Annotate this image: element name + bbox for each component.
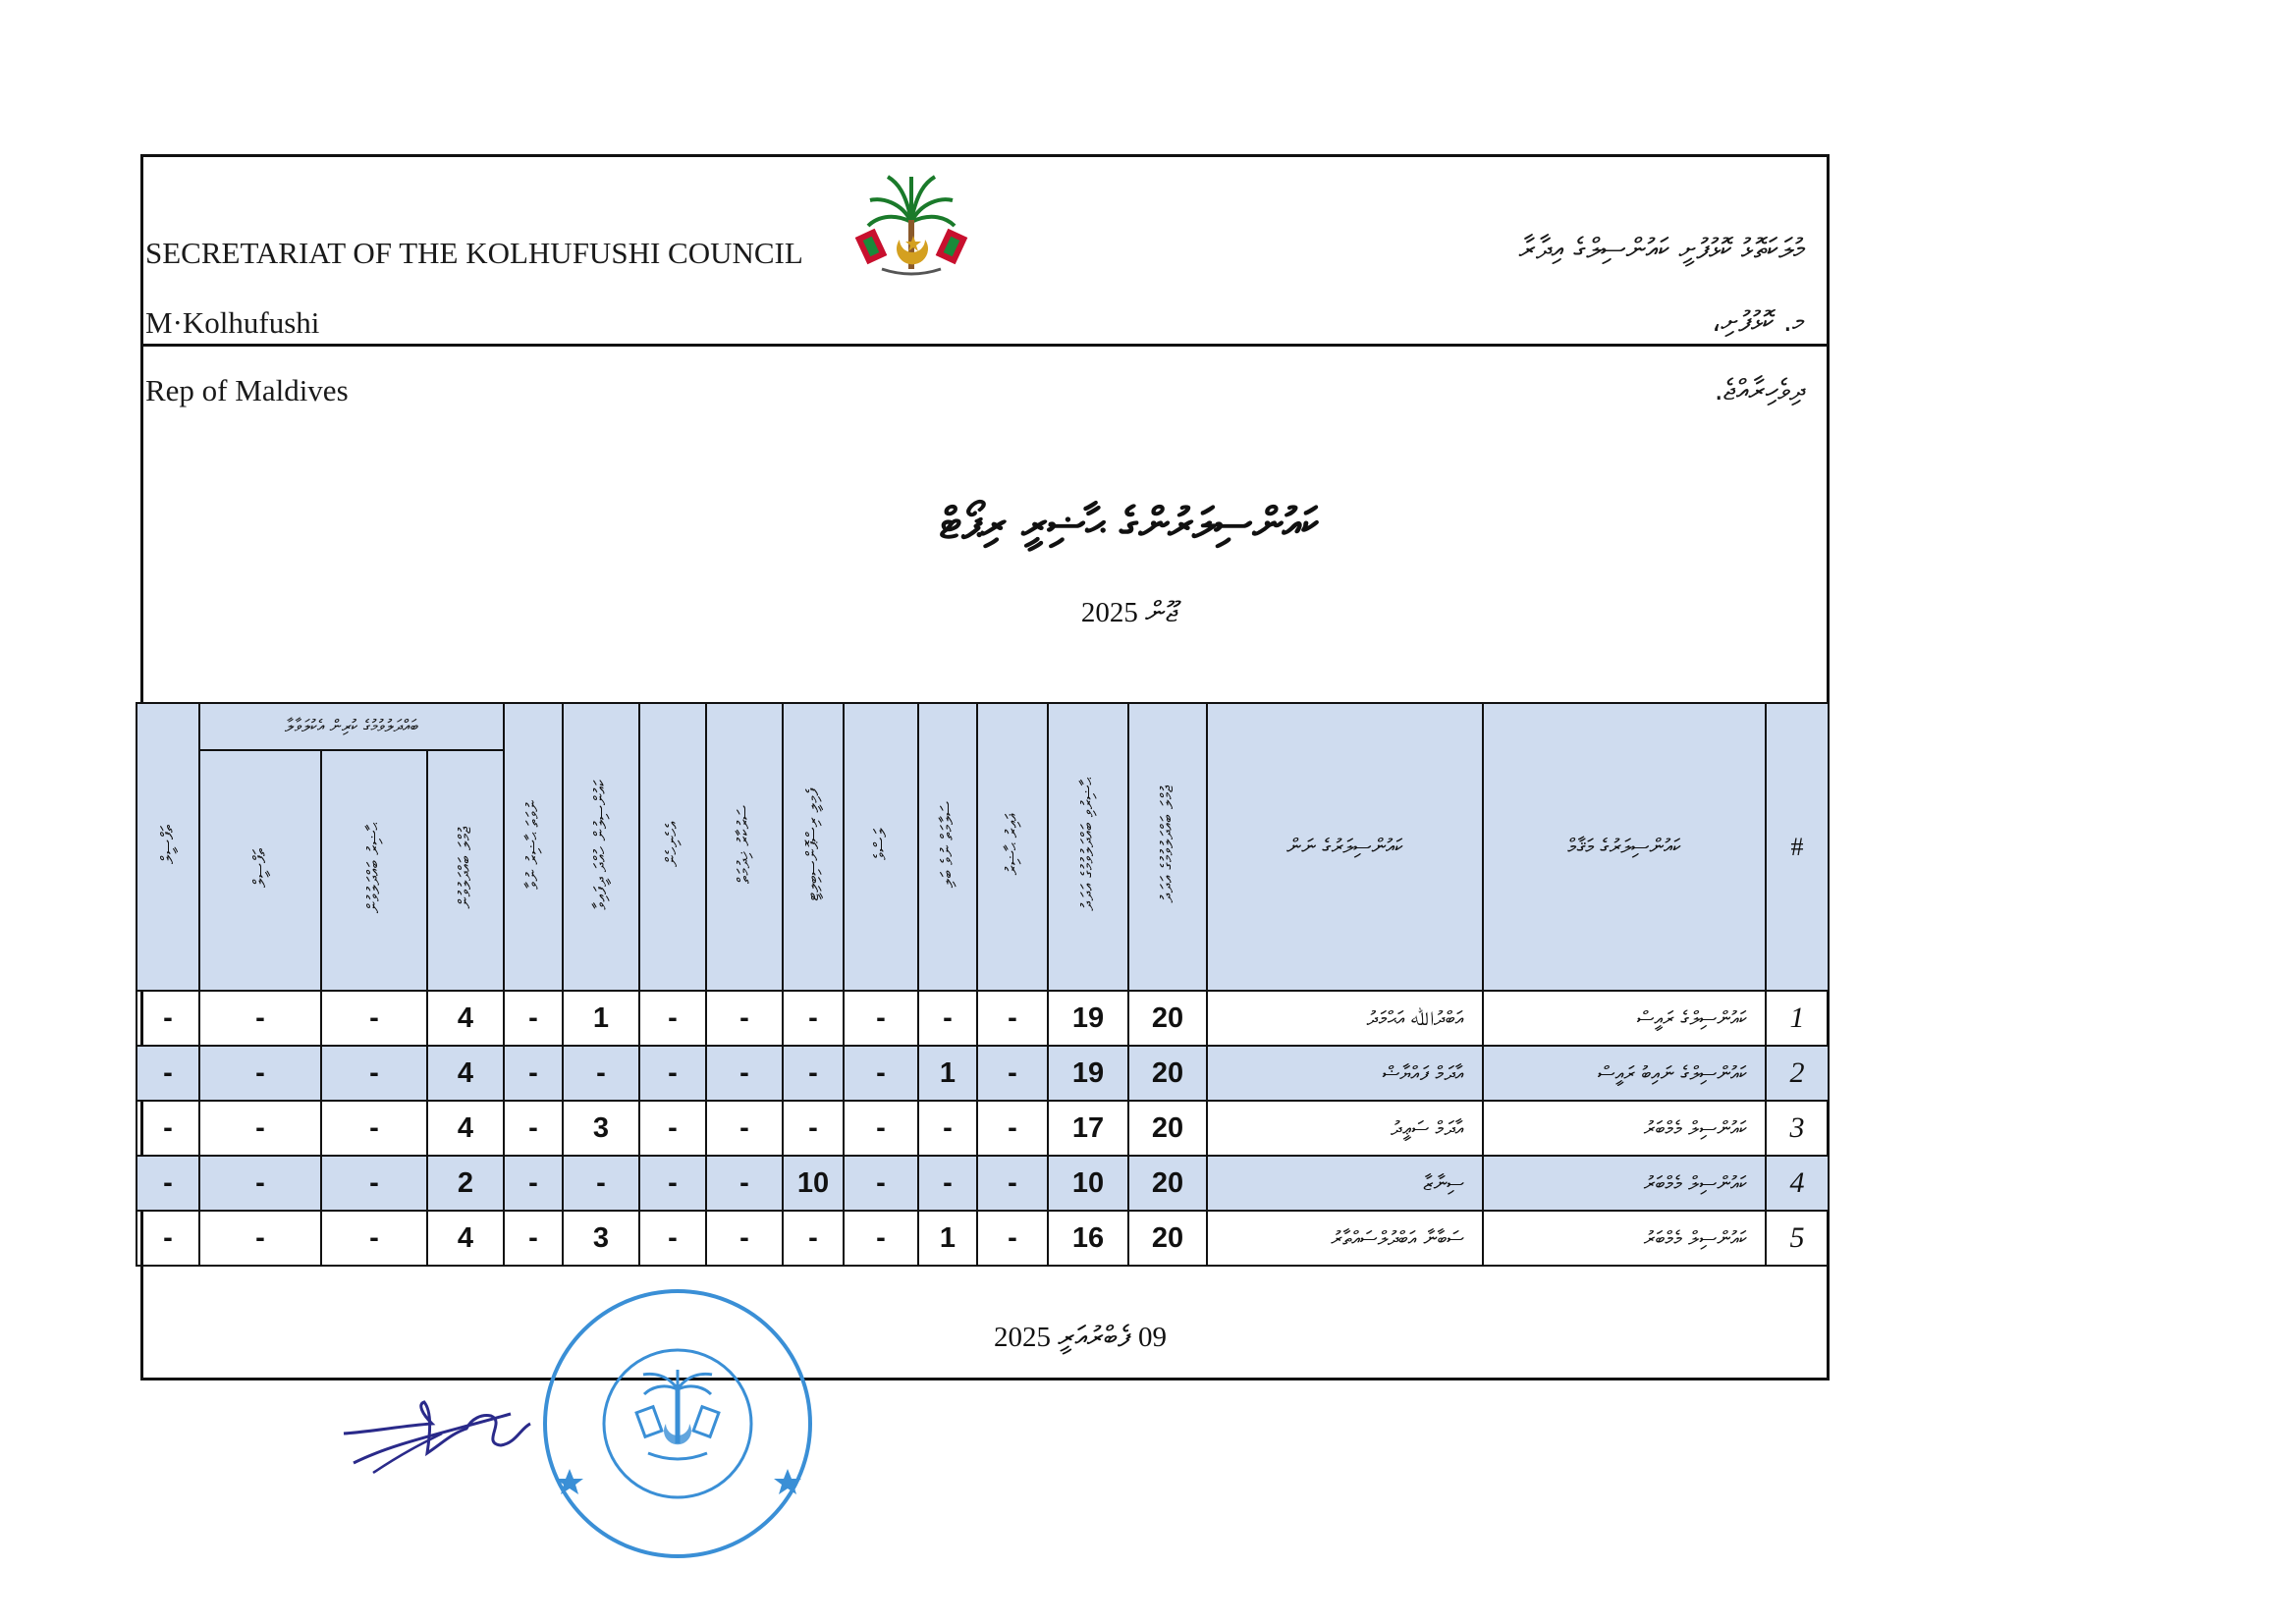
report-date: 09 ފެބްރުއަރީ 2025	[993, 1322, 1167, 1353]
country-dv: ދިވެހިރާއްޖެ.	[1714, 373, 1805, 406]
header-name: ކައުންސިލަރުގެ ނަން	[1207, 703, 1483, 991]
header-not-recorded: ނުވަތަ ޙާޟިރު ނުވާ	[504, 703, 563, 991]
header-other: އެހެނިހެން	[639, 703, 706, 991]
report-title: ކައުންސިލަރުންގެ ޙާޟިރީ ރިޕޯޓް	[939, 499, 1320, 549]
header-sick: ސަލާމަތް ނުވެ ބަލި	[918, 703, 977, 991]
country-en: Rep of Maldives	[145, 373, 349, 407]
report-period: ޖޫން 2025	[1080, 597, 1178, 628]
attendance-table	[136, 702, 1830, 1267]
table-row: - - - 4 - 1 - - - - - - 19 20 އަބްދުﷲ އަޙްމަދު ކައުންސިލްގެ ރައީސް 1	[137, 991, 1829, 1046]
header-divider	[140, 344, 1830, 347]
national-emblem-icon	[843, 163, 980, 300]
header-sub-attended: ޙާޟިރު ބައްދަލުވުން	[321, 750, 427, 991]
header-absent: ޣައިރު ޙާޟިރު	[977, 703, 1048, 991]
header-position: ކައުންސިލަރުގެ މަޤާމް	[1483, 703, 1766, 991]
header-official: ސަރުކާރު ޚިދުމަތް	[706, 703, 783, 991]
header-sub-details: ތަފްސީލް	[199, 750, 321, 991]
header-index: #	[1766, 703, 1829, 991]
header-sub-total: ޖުމްލަ ބައްދަލުވުން	[427, 750, 504, 991]
island-name-en: M·Kolhufushi	[145, 305, 320, 340]
header-attended: ޙާޟިރުވި ބައްދަލުވުމުގެ އަދަދު	[1048, 703, 1128, 991]
table-header-row	[137, 703, 1829, 750]
header-late: ލަސްވެ	[844, 703, 918, 991]
header-excused: ކައުންސިލުން ހުއްދަ ދީފައިވާ	[563, 703, 639, 991]
header-meeting-group: ބައްދަލުވުމުގެ ކުރިން އެކުލަވާލާ	[199, 703, 504, 750]
header-family-leave: ފެމިލީ ރިސްޕޮންސިބިލިޓީ	[783, 703, 844, 991]
table-row: - - - 4 - 3 - - - - 1 - 16 20 ސަބާނާ އަބްދުލްސައްތާރު ކައުންސިލް މެމްބަރު 5	[137, 1211, 1829, 1266]
header-meetings-total: ޖުމްލަ ބައްދަލުވުމުގެ އަދަދު	[1128, 703, 1207, 991]
council-name-dv: މުލަކަތޮޅު ކޮޅުފުށީ ކައުންސިލްގެ އިދާރާ	[1518, 232, 1805, 265]
table-row: - - - 2 - - - - 10 - - - 10 20 ސިނާޒާ ކައުންސިލް މެމްބަރު 4	[137, 1156, 1829, 1211]
table-row: - - - 4 - - - - - - 1 - 19 20 އާދަމް ފައްޔާޟް ކައުންސިލްގެ ނައިބު ރައީސް 2	[137, 1046, 1829, 1101]
council-stamp-icon	[530, 1276, 825, 1571]
island-name-dv: މ. ކޮޅުފުށި،	[1711, 304, 1805, 338]
header-remarks: ތަފްސީލް	[137, 703, 199, 991]
signature-icon	[334, 1375, 550, 1492]
council-name-en: SECRETARIAT OF THE KOLHUFUSHI COUNCIL	[145, 236, 803, 270]
table-row: - - - 4 - 3 - - - - - - 17 20 އާދަމް ސަޢީދު ކައުންސިލް މެމްބަރު 3	[137, 1101, 1829, 1156]
